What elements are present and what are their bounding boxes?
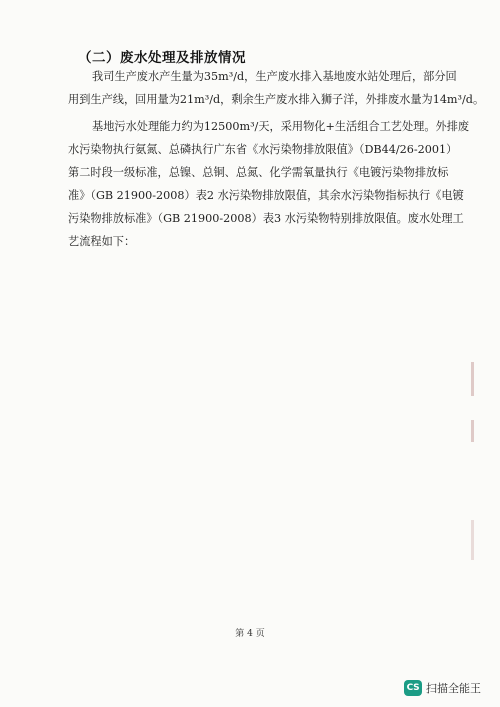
text-line: 污染物排放标准》（GB 21900-2008）表3 水污染物特别排放限值。废水处理工 — [68, 212, 464, 225]
scanner-app-name: 扫描全能王 — [426, 682, 481, 695]
text-line: 用到生产线，回用量为21m³/d，剩余生产废水排入狮子洋，外排废水量为14m³/d。 — [68, 93, 485, 106]
text-line: 艺流程如下： — [68, 235, 136, 248]
paragraph-wastewater-volume — [68, 65, 485, 111]
text-line: 准》（GB 21900-2008）表2 水污染物排放限值，其余水污染物指标执行《电镀 — [68, 189, 464, 202]
scan-edge-mark — [471, 520, 474, 560]
scan-edge-mark — [471, 362, 474, 396]
paragraph-treatment-standards — [68, 115, 470, 253]
page-number: 第 4 页 — [235, 629, 265, 639]
camscanner-logo-icon: CS — [404, 680, 422, 696]
text-line: 基地污水处理能力约为12500m³/天，采用物化+生活组合工艺处理。外排废 — [92, 120, 470, 133]
section-heading: （二）废水处理及排放情况 — [78, 50, 246, 66]
text-line: 水污染物执行氨氮、总磷执行广东省《水污染物排放限值》（DB44/26-2001） — [68, 143, 458, 156]
scanner-watermark — [404, 680, 481, 696]
text-line: 我司生产废水产生量为35m³/d，生产废水排入基地废水站处理后，部分回 — [92, 70, 457, 83]
scan-edge-mark — [471, 420, 474, 442]
text-line: 第二时段一级标准，总镍、总铜、总氮、化学需氧量执行《电镀污染物排放标 — [68, 166, 449, 179]
